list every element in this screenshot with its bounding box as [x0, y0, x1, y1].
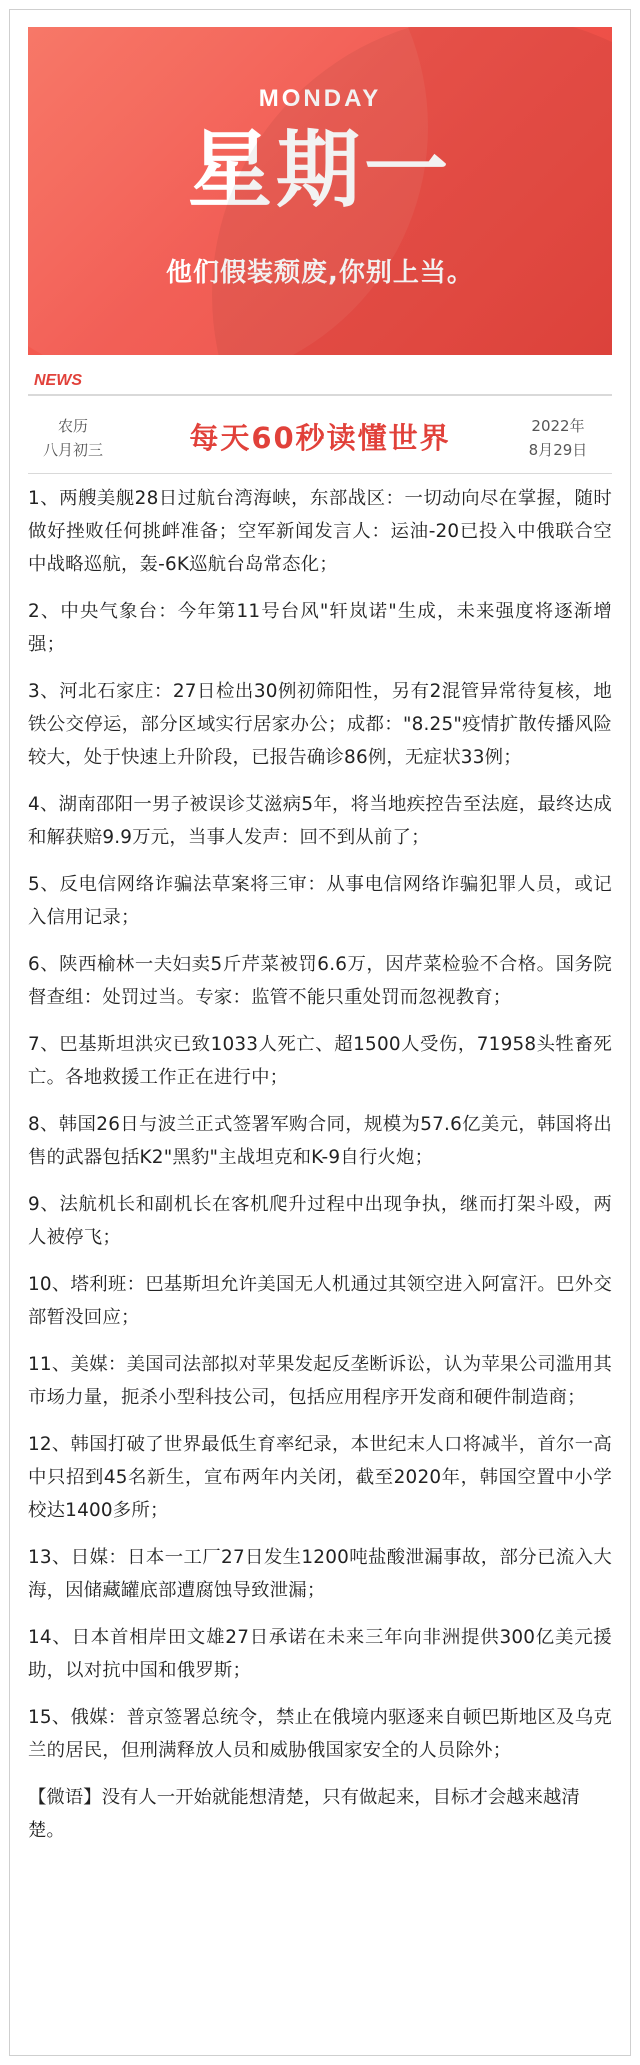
header-banner — [28, 27, 612, 355]
lunar-day: 八月初三 — [42, 441, 103, 459]
news-label: NEWS — [34, 372, 82, 389]
header-divider — [28, 473, 612, 474]
news-item: 15、俄媒：普京签署总统令，禁止在俄境内驱逐来自顿巴斯地区及乌克兰的居民，但刑满释放人员和威胁俄国家安全的人员除外； — [28, 1707, 612, 1761]
news-item: 14、日本首相岸田文雄27日承诺在未来三年向非洲提供300亿美元援助，以对抗中国和俄罗斯； — [28, 1627, 612, 1681]
gregorian-date — [508, 414, 608, 462]
news-item: 4、湖南邵阳一男子被误诊艾滋病5年，将当地疾控告至法庭，最终达成和解获赔9.9万元，当事人发声：回不到从前了； — [28, 794, 612, 848]
news-item: 5、反电信网络诈骗法草案将三审：从事电信网络诈骗犯罪人员，或记入信用记录； — [28, 874, 612, 928]
news-item: 10、塔利班：巴基斯坦允许美国无人机通过其领空进入阿富汗。巴外交部暂没回应； — [28, 1274, 612, 1328]
news-item: 6、陕西榆林一夫妇卖5斤芹菜被罚6.6万，因芹菜检验不合格。国务院督查组：处罚过当。专家：监管不能只重处罚而忽视教育； — [28, 954, 612, 1008]
news-item: 8、韩国26日与波兰正式签署军购合同，规模为57.6亿美元，韩国将出售的武器包括K2"黑豹"主战坦克和K-9自行火炮； — [28, 1114, 612, 1168]
date-header — [28, 404, 612, 474]
page-title: 每天60秒读懂世界 — [189, 421, 451, 455]
news-item: 7、巴基斯坦洪灾已致1033人死亡、超1500人受伤，71958头牲畜死亡。各地救援工作正在进行中； — [28, 1034, 612, 1088]
news-item: 3、河北石家庄：27日检出30例初筛阳性，另有2混管异常待复核，地铁公交停运，部分区域实行居家办公；成都："8.25"疫情扩散传播风险较大，处于快速上升阶段，已报告确诊86例，无症状33例； — [28, 681, 612, 768]
lunar-label: 农历 — [57, 417, 88, 435]
gregorian-year: 2022年 — [531, 417, 585, 435]
news-item: 2、中央气象台：今年第11号台风"轩岚诺"生成，未来强度将逐渐增强； — [28, 601, 612, 655]
news-section-header — [28, 370, 612, 400]
banner-weekday-en: MONDAY — [258, 85, 382, 112]
daily-quote: 【微语】没有人一开始就能想清楚，只有做起来，目标才会越来越清楚。 — [28, 1787, 580, 1841]
news-divider — [28, 394, 612, 396]
news-item: 1、两艘美舰28日过航台湾海峡，东部战区：一切动向尽在掌握，随时做好挫败任何挑衅准备；空军新闻发言人：运油-20已投入中俄联合空中战略巡航，轰-6K巡航台岛常态化； — [28, 488, 612, 575]
banner-slogan: 他们假装颓废,你别上当。 — [166, 258, 474, 288]
gregorian-day: 8月29日 — [528, 441, 588, 459]
news-item: 11、美媒：美国司法部拟对苹果发起反垄断诉讼，认为苹果公司滥用其市场力量，扼杀小型科技公司，包括应用程序开发商和硬件制造商； — [28, 1354, 612, 1408]
news-item: 9、法航机长和副机长在客机爬升过程中出现争执，继而打架斗殴，两人被停飞； — [28, 1194, 612, 1248]
news-item: 13、日媒：日本一工厂27日发生1200吨盐酸泄漏事故，部分已流入大海，因储藏罐底部遭腐蚀导致泄漏； — [28, 1547, 612, 1601]
banner-title: 星期一 — [187, 121, 452, 219]
news-list — [28, 482, 612, 1847]
news-item: 12、韩国打破了世界最低生育率纪录，本世纪末人口将减半，首尔一高中只招到45名新生，宣布两年内关闭，截至2020年，韩国空置中小学校达1400多所； — [28, 1434, 612, 1521]
